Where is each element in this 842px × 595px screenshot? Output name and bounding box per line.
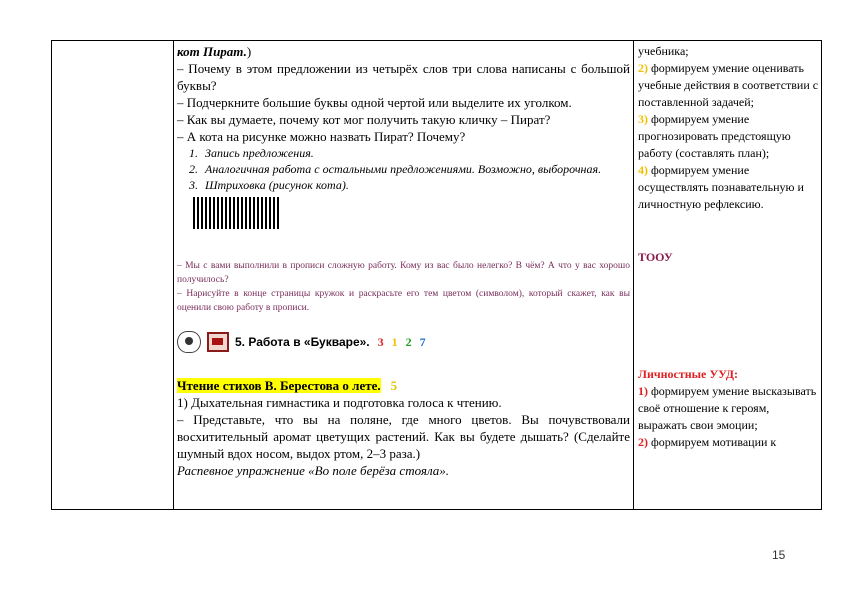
page-ref-number: 2: [405, 334, 412, 349]
eye-icon: [177, 331, 201, 353]
work-title: 5. Работа в «Букваре».: [235, 335, 370, 349]
lesson-content-column: [177, 43, 630, 509]
uud-item: 1) формируем умение высказывать своё отношение к героям, выражать свои эмоции;: [638, 384, 817, 432]
reflection-question: – Мы с вами выполнили в прописи сложную работу. Кому из вас было нелегко? В чём? А что у вас хорошо получилось?: [177, 261, 630, 285]
breathing-exercise: 1) Дыхательная гимнастика и подготовка голоса к чтению.: [177, 395, 502, 410]
task-item: 2. Аналогичная работа с остальными предложениями. Возможно, выборочная.: [201, 161, 630, 177]
column-divider: [633, 41, 634, 509]
singing-exercise: Распевное упражнение «Во поле берёза стояла».: [177, 463, 450, 478]
uud-item: 3) формируем умение прогнозировать предстоящую работу (составлять план);: [638, 112, 791, 160]
work-heading: [177, 331, 630, 353]
personal-uud-title: Личностные УУД:: [638, 367, 739, 381]
tooy-label: ТООУ: [638, 250, 673, 264]
question-picture: – А кота на рисунке можно назвать Пират? Почему?: [177, 129, 466, 144]
text-line-1: кот Пират.): [177, 44, 252, 59]
task-item: 3. Штриховка (рисунок кота).: [201, 177, 630, 193]
reading-number: 5: [390, 378, 398, 393]
column-divider: [173, 41, 174, 509]
hatching-image: [193, 197, 281, 229]
page-number: 15: [772, 548, 786, 562]
page-ref-number: 1: [391, 334, 398, 349]
breathing-instruction: – Представьте, что вы на поляне, где много цветов. Вы почувствовали восхитительный аромат цветущих растений. Как вы будете дышать? (Сделайте шумный вдох носом, выдох ртом, 2–3 раза.): [177, 412, 630, 461]
question-capitals: – Почему в этом предложении из четырёх слов три слова написаны с большой буквы?: [177, 61, 630, 93]
uud-item: 2) формируем умение оценивать учебные действия в соответствии с поставленной задачей;: [638, 61, 819, 109]
task-item: 1. Запись предложения.: [201, 145, 630, 161]
reflection-instruction: – Нарисуйте в конце страницы кружок и раскрасьте его тем цветом (символом), который скажет, как вы оценили свою работу в прописи.: [177, 289, 630, 313]
page-ref-number: 3: [377, 334, 384, 349]
uud-column: [638, 43, 821, 509]
uud-text: учебника;: [638, 44, 689, 58]
uud-item: 4) формируем умение осуществлять познавательную и личностную рефлексию.: [638, 163, 804, 211]
lesson-table: [51, 40, 822, 510]
question-nickname: – Как вы думаете, почему кот мог получить такую кличку – Пират?: [177, 112, 551, 127]
task-list: [177, 145, 630, 193]
uud-item: 2) формируем мотивации к: [638, 435, 777, 449]
reading-heading: [177, 377, 630, 394]
page-ref-number: 7: [419, 334, 426, 349]
book-icon: [207, 332, 229, 352]
reading-title: Чтение стихов В. Берестова о лете.: [177, 378, 381, 393]
instruction-underline: – Подчеркните большие буквы одной чертой или выделите их уголком.: [177, 95, 572, 110]
